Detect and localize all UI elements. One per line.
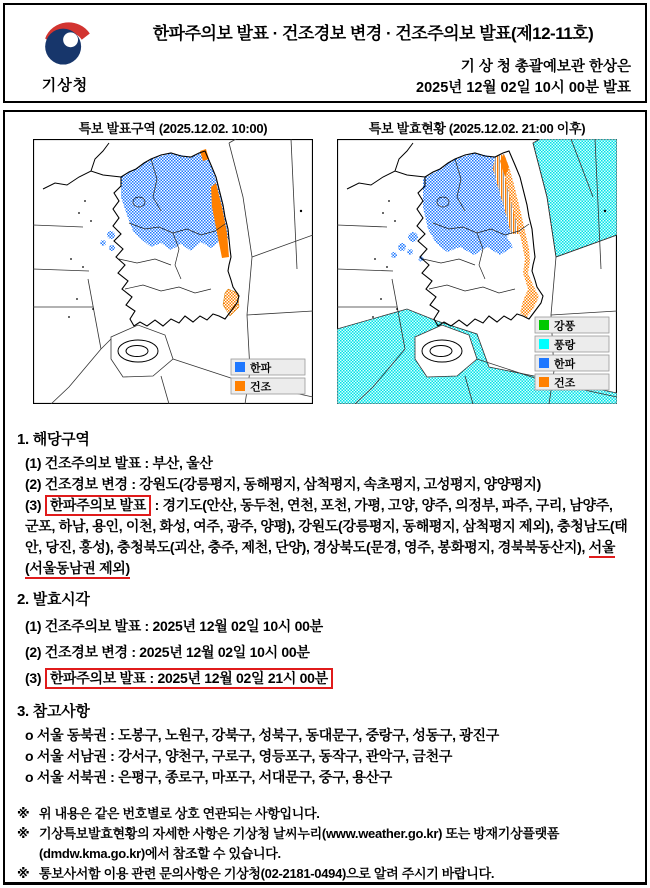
section-effective-times xyxy=(17,589,629,691)
agency-name: 기상청 xyxy=(41,77,89,94)
footnote-text: 통보사서함 이용 관련 문의사항은 기상청(02-2181-0494)으로 알려 주시기 바랍니다. xyxy=(39,866,495,881)
map-upcoming-title: 특보 발효현황 (2025.12.02. 21:00 이후) xyxy=(368,121,586,136)
footnote-marker: ※ xyxy=(17,826,30,841)
kma-logo xyxy=(23,11,107,95)
footnote xyxy=(17,804,629,824)
footnotes xyxy=(17,804,629,884)
coldwave-label: 한파 xyxy=(250,362,272,375)
dry-label: 건조 xyxy=(250,381,272,394)
dry-warning-change-time: (2) 건조경보 변경 : 2025년 12월 02일 10시 00분 xyxy=(25,644,310,660)
issuer-name: 기 상 청 총괄예보관 한상은 xyxy=(460,59,631,75)
cold-wave-time-highlight: 한파주의보 발표 : 2025년 12월 02일 21시 00분 xyxy=(45,668,333,689)
legend-item-coldwave xyxy=(231,359,305,375)
korea-map-current xyxy=(33,139,313,404)
dry-warning-change-areas: (2) 건조경보 변경 : 강원도(강릉평지, 동해평지, 삼척평지, 속초평지, 고성평지, 양양평지) xyxy=(25,476,541,492)
dry-advisory-time: (1) 건조주의보 발표 : 2025년 12월 02일 10시 00분 xyxy=(25,618,323,634)
cold-wave-advisory-time xyxy=(25,665,629,691)
item-number: (3) xyxy=(25,670,45,686)
korea-map-upcoming xyxy=(337,139,617,404)
wave-label: 풍랑 xyxy=(554,339,576,352)
footnote-text: 기상특보발효현황의 자세한 사항은 기상청 날씨누리(www.weather.go.kr) 또는 방재기상플랫폼(dmdw.kma.go.kr)에서 참조할 수 있습니다. xyxy=(39,826,560,861)
footnote xyxy=(17,864,629,884)
issue-datetime: 2025년 12월 02일 10시 00분 발표 xyxy=(416,80,631,96)
seoul-southwest-districts: o 서울 서남권 : 강서구, 양천구, 구로구, 영등포구, 동작구, 관악구, 금천구 xyxy=(25,748,453,764)
footnote-marker: ※ xyxy=(17,866,30,881)
item-number: (3) xyxy=(25,497,45,513)
coldwave-label: 한파 xyxy=(554,358,576,371)
map-upcoming-advisories xyxy=(337,118,617,409)
legend-item-coldwave xyxy=(535,355,609,371)
dry-swatch xyxy=(539,377,549,387)
seoul-northwest-districts: o 서울 서북권 : 은평구, 종로구, 마포구, 서대문구, 중구, 용산구 xyxy=(25,769,393,785)
seoul-exclusion-highlight: 서울(서울동남권 제외) xyxy=(25,539,615,579)
legend-item-wind xyxy=(535,317,609,333)
wave-swatch xyxy=(539,339,549,349)
document-body xyxy=(3,110,647,885)
footnote-text: 위 내용은 같은 번호별로 상호 연관되는 사항입니다. xyxy=(39,806,320,821)
dry-swatch xyxy=(235,381,245,391)
wind-swatch xyxy=(539,320,549,330)
wind-label: 강풍 xyxy=(554,320,576,333)
legend-item-dry xyxy=(231,378,305,394)
section2-heading: 2. 발효시각 xyxy=(17,591,90,608)
document-title: 한파주의보 발표 · 건조경보 변경 · 건조주의보 발표(제12-11호) xyxy=(152,24,594,43)
section-remarks xyxy=(17,701,629,788)
legend-item-wave xyxy=(535,336,609,352)
section1-heading: 1. 해당구역 xyxy=(17,431,90,448)
section-affected-areas xyxy=(17,429,629,579)
footnote xyxy=(17,824,629,864)
map-current-title: 특보 발표구역 (2025.12.02. 10:00) xyxy=(78,121,268,136)
document-header xyxy=(3,3,647,103)
issuer-block xyxy=(416,57,631,99)
dry-label: 건조 xyxy=(554,377,576,390)
dry-advisory-areas: (1) 건조주의보 발표 : 부산, 울산 xyxy=(25,455,213,471)
legend-item-dry xyxy=(535,374,609,390)
cold-wave-area-list: : 경기도(안산, 동두천, 연천, 포천, 가평, 고양, 양주, 의정부, 파주, 구리, 남양주, 군포, 하남, 용인, 이천, 화성, 여주, 광주, 양평), 강원도(강릉평지, 동해평지, 삼척평지 제외), 충청남도(태안, 당진, 홍성), 충청북도(괴산, 충주, 제천, 단양), 경상북도(문경, 영주, 봉화평지, 경북북동산지), xyxy=(25,497,628,555)
maps-row xyxy=(5,112,645,409)
kma-taegeuk-icon xyxy=(34,11,96,71)
map-current-advisories xyxy=(33,118,313,409)
coldwave-swatch xyxy=(235,362,245,372)
report-text xyxy=(5,409,645,884)
footnote-marker: ※ xyxy=(17,806,30,821)
section3-heading: 3. 참고사항 xyxy=(17,703,90,720)
coldwave-swatch xyxy=(539,358,549,368)
seoul-northeast-districts: o 서울 동북권 : 도봉구, 노원구, 강북구, 성북구, 동대문구, 중랑구, 성동구, 광진구 xyxy=(25,727,499,743)
cold-wave-advisory-areas xyxy=(25,495,629,579)
cold-wave-issue-highlight: 한파주의보 발표 xyxy=(45,495,151,516)
